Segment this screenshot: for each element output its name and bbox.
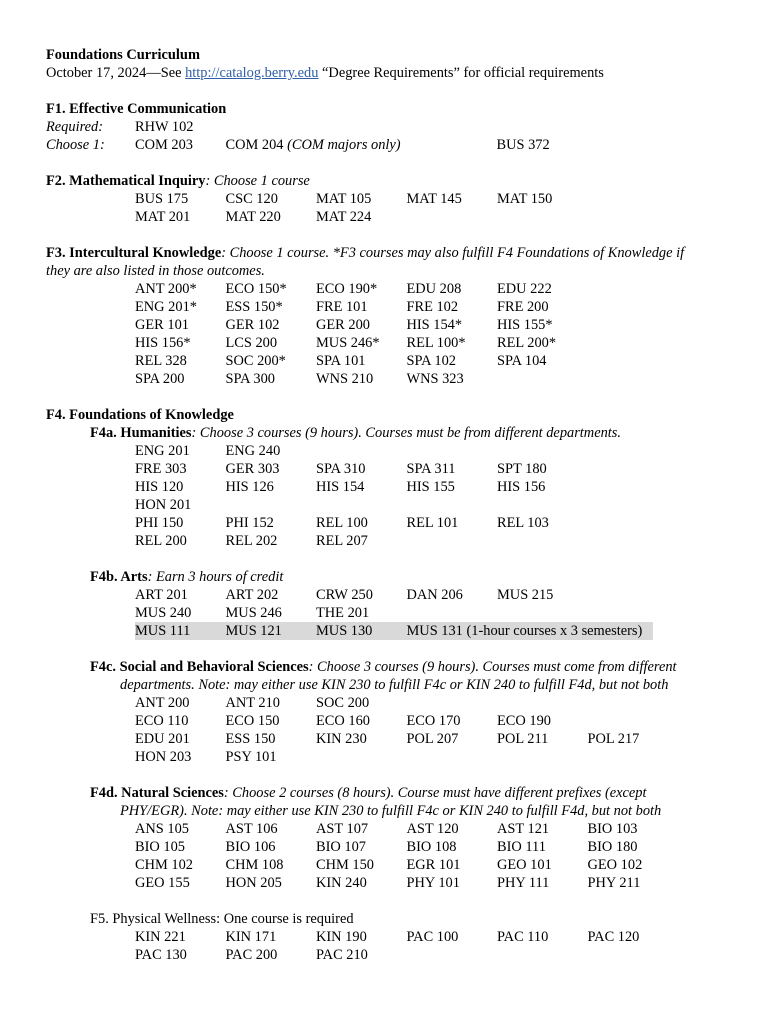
- f2-heading: F2. Mathematical Inquiry: [46, 173, 206, 189]
- course-row: [46, 946, 768, 964]
- f4c-instruction: : Choose 3 courses (9 hours). Courses must come from different: [308, 659, 677, 675]
- course-code: FRE 101: [316, 299, 368, 315]
- course-code: ECO 190*: [316, 281, 378, 297]
- f4c-heading-line: [46, 658, 768, 676]
- course-code: CRW 250: [316, 587, 373, 603]
- course-code: REL 200: [135, 533, 187, 549]
- course-code: CHM 150: [316, 857, 374, 873]
- course-code: SPA 101: [316, 353, 366, 369]
- course-code: PAC 100: [406, 929, 459, 945]
- course-row: [46, 190, 768, 208]
- course-row: [46, 496, 768, 514]
- course-code: ANS 105: [135, 821, 189, 837]
- course-code: MUS 121: [225, 623, 282, 639]
- f4b-highlight-row: [46, 622, 768, 640]
- course-code: HIS 120: [135, 479, 184, 495]
- course-row: [46, 856, 768, 874]
- course-code: EGR 101: [406, 857, 461, 873]
- course-row: [46, 820, 768, 838]
- course-row: [46, 370, 768, 388]
- course-row: [46, 712, 768, 730]
- course-code: SPA 200: [135, 371, 185, 387]
- course-code: PAC 120: [587, 929, 640, 945]
- course-code: PHY 111: [497, 875, 550, 891]
- course-code: BUS 372: [496, 137, 550, 153]
- course-row: [46, 478, 768, 496]
- course-code: KIN 171: [225, 929, 277, 945]
- course-code: ENG 201*: [135, 299, 197, 315]
- course-code: FRE 303: [135, 461, 187, 477]
- course-code: REL 100: [316, 515, 368, 531]
- f4d-instruction-cont: PHY/EGR). Note: may either use KIN 230 to fulfill F4c or KIN 240 to fulfill F4d, but not both: [120, 803, 662, 819]
- course-code: GEO 102: [587, 857, 643, 873]
- course-code: GER 102: [225, 317, 280, 333]
- f4c-heading: F4c. Social and Behavioral Sciences: [90, 659, 309, 675]
- course-code: BIO 111: [497, 839, 546, 855]
- course-code: SPT 180: [497, 461, 547, 477]
- course-code: BIO 106: [225, 839, 276, 855]
- course-code: HIS 156: [497, 479, 546, 495]
- f4c-course-grid: [46, 694, 768, 766]
- course-code-with-note: [226, 136, 497, 154]
- course-code: MUS 246*: [316, 335, 380, 351]
- course-code: PHY 211: [587, 875, 641, 891]
- course-code: EDU 201: [135, 731, 190, 747]
- course-row: [46, 334, 768, 352]
- f2-course-grid: [46, 190, 768, 226]
- course-row: [46, 280, 768, 298]
- course-code: CHM 108: [225, 857, 284, 873]
- course-code: MAT 201: [135, 209, 191, 225]
- doc-title: Foundations Curriculum: [46, 47, 200, 63]
- course-code: ECO 160: [316, 713, 370, 729]
- course-code: HON 205: [225, 875, 282, 891]
- f1-choose-row: [46, 136, 768, 154]
- course-code: MUS 130: [316, 623, 373, 639]
- date-prefix: October 17, 2024—See: [46, 65, 186, 81]
- course-code: KIN 240: [316, 875, 367, 891]
- f3-instruction-cont: they are also listed in those outcomes.: [46, 263, 265, 279]
- course-code: ECO 190: [497, 713, 551, 729]
- course-note: (COM majors only): [283, 137, 401, 153]
- course-code: CHM 102: [135, 857, 193, 873]
- course-code: HIS 126: [225, 479, 274, 495]
- course-row: [46, 838, 768, 856]
- course-code: PHI 150: [135, 515, 184, 531]
- course-code: ECO 150*: [225, 281, 287, 297]
- course-code: BIO 108: [406, 839, 457, 855]
- course-code: MUS 215: [497, 587, 554, 603]
- course-code: GEO 155: [135, 875, 190, 891]
- f1-required-label: Required:: [46, 119, 104, 135]
- f4a-course-grid: [46, 442, 768, 550]
- f4a-instruction: : Choose 3 courses (9 hours). Courses must be from different departments.: [191, 425, 621, 441]
- course-row: [46, 730, 768, 748]
- course-code: WNS 210: [316, 371, 374, 387]
- course-row: [46, 514, 768, 532]
- course-code: GEO 101: [497, 857, 552, 873]
- course-code: PAC 200: [225, 947, 278, 963]
- course-code: REL 100*: [406, 335, 466, 351]
- course-code: PSY 101: [225, 749, 277, 765]
- course-row: [46, 208, 768, 226]
- course-code: REL 103: [497, 515, 549, 531]
- course-code: MAT 224: [316, 209, 372, 225]
- course-code: HIS 155*: [497, 317, 553, 333]
- course-row: [46, 442, 768, 460]
- course-code: HON 203: [135, 749, 192, 765]
- f4c-instruction-cont: departments. Note: may either use KIN 230 to fulfill F4c or KIN 240 to fulfill F4d, but not both: [120, 677, 669, 693]
- course-code: SPA 104: [497, 353, 547, 369]
- course-code: GER 303: [225, 461, 280, 477]
- course-code: DAN 206: [406, 587, 463, 603]
- course-code: SPA 310: [316, 461, 366, 477]
- course-code: AST 121: [497, 821, 550, 837]
- course-code: SOC 200*: [225, 353, 286, 369]
- course-code: BIO 105: [135, 839, 185, 855]
- course-code: ECO 170: [406, 713, 461, 729]
- course-code: KIN 190: [316, 929, 367, 945]
- course-code: REL 328: [135, 353, 187, 369]
- f4a-heading-line: [46, 424, 768, 442]
- f4b-heading: F4b. Arts: [90, 569, 148, 585]
- course-code: CSC 120: [225, 191, 278, 207]
- f3-heading: F3. Intercultural Knowledge: [46, 245, 222, 261]
- course-code: MAT 150: [497, 191, 553, 207]
- course-code: REL 200*: [497, 335, 557, 351]
- course-code: POL 217: [587, 731, 640, 747]
- course-code: KIN 221: [135, 929, 186, 945]
- course-code: SPA 102: [406, 353, 456, 369]
- catalog-link[interactable]: http://catalog.berry.edu: [185, 65, 319, 81]
- course-code: SOC 200: [316, 695, 370, 711]
- f4b-heading-line: [46, 568, 768, 586]
- f1-required-row: [46, 118, 768, 136]
- course-code: HON 201: [135, 497, 192, 513]
- course-code: FRE 102: [406, 299, 459, 315]
- course-code: PAC 110: [497, 929, 549, 945]
- course-code: REL 202: [225, 533, 278, 549]
- course-code: LCS 200: [225, 335, 278, 351]
- course-code: ANT 200*: [135, 281, 197, 297]
- course-code: HIS 154: [316, 479, 365, 495]
- course-code: BIO 180: [587, 839, 638, 855]
- f4b-instruction: : Earn 3 hours of credit: [147, 569, 284, 585]
- f5-heading: F5. Physical Wellness: One course is required: [90, 911, 354, 927]
- course-code: BUS 175: [135, 191, 189, 207]
- course-row: [46, 748, 768, 766]
- f3-instruction: : Choose 1 course. *F3 courses may also fulfill F4 Foundations of Knowledge if: [221, 245, 685, 261]
- course-code: MAT 105: [316, 191, 372, 207]
- f4-heading: F4. Foundations of Knowledge: [46, 407, 234, 423]
- course-code: EDU 222: [497, 281, 552, 297]
- course-row: [46, 352, 768, 370]
- course-code: BIO 107: [316, 839, 366, 855]
- course-code: FRE 200: [497, 299, 549, 315]
- course-code: AST 120: [406, 821, 459, 837]
- course-code: BIO 103: [587, 821, 638, 837]
- course-code: ART 202: [225, 587, 279, 603]
- course-row: [46, 928, 768, 946]
- course-code: ECO 150: [225, 713, 280, 729]
- course-code: MAT 145: [406, 191, 462, 207]
- course-code: MUS 240: [135, 605, 192, 621]
- course-code: HIS 154*: [406, 317, 463, 333]
- course-code: MAT 220: [225, 209, 281, 225]
- course-code: ANT 210: [225, 695, 280, 711]
- course-code: PAC 210: [316, 947, 368, 963]
- course-code: ENG 240: [225, 443, 281, 459]
- course-row: [46, 586, 768, 604]
- f4d-heading: F4d. Natural Sciences: [90, 785, 224, 801]
- course-code: ENG 201: [135, 443, 190, 459]
- course-code: PHY 101: [406, 875, 460, 891]
- f4b-course-grid: [46, 586, 768, 622]
- course-row: [46, 316, 768, 334]
- course-row: [46, 298, 768, 316]
- course-code: COM 203: [135, 137, 193, 153]
- f3-heading-line: [46, 244, 768, 262]
- course-code: COM 204: [225, 137, 284, 153]
- course-code: GER 101: [135, 317, 189, 333]
- course-code: KIN 230: [316, 731, 367, 747]
- course-code: SPA 311: [406, 461, 456, 477]
- f4d-course-grid: [46, 820, 768, 892]
- course-code: PHI 152: [225, 515, 274, 531]
- course-code: POL 211: [497, 731, 549, 747]
- course-code: HIS 156*: [135, 335, 191, 351]
- course-code: ESS 150: [225, 731, 276, 747]
- doc-date-line: [46, 64, 768, 82]
- course-code: SPA 300: [225, 371, 275, 387]
- f3-course-grid: [46, 280, 768, 388]
- course-code: MUS 246: [225, 605, 282, 621]
- f2-instruction: : Choose 1 course: [205, 173, 310, 189]
- course-code: THE 201: [316, 605, 370, 621]
- course-code: MUS 131 (1-hour courses x 3 semesters): [406, 623, 643, 639]
- course-code: ART 201: [135, 587, 188, 603]
- course-code: GER 200: [316, 317, 370, 333]
- f4d-instruction: : Choose 2 courses (8 hours). Course must have different prefixes (except: [223, 785, 647, 801]
- f4d-heading-line: [46, 784, 768, 802]
- course-row: [46, 532, 768, 550]
- f1-choose-label: Choose 1:: [46, 137, 105, 153]
- course-code: AST 107: [316, 821, 369, 837]
- course-code: ANT 200: [135, 695, 190, 711]
- course-row: [46, 694, 768, 712]
- course-code: MUS 111: [135, 623, 191, 639]
- f4a-heading: F4a. Humanities: [90, 425, 192, 441]
- f5-course-grid: [46, 928, 768, 964]
- course-code: REL 101: [406, 515, 459, 531]
- f1-heading: F1. Effective Communication: [46, 101, 227, 117]
- course-code: EDU 208: [406, 281, 462, 297]
- course-code: ECO 110: [135, 713, 189, 729]
- course-code: ESS 150*: [225, 299, 283, 315]
- course-code: PAC 130: [135, 947, 187, 963]
- course-code: AST 106: [225, 821, 278, 837]
- course-code: HIS 155: [406, 479, 455, 495]
- course-row: [46, 460, 768, 478]
- course-code: POL 207: [406, 731, 459, 747]
- f2-heading-line: [46, 172, 768, 190]
- course-code: RHW 102: [135, 119, 194, 135]
- date-suffix: “Degree Requirements” for official requirements: [318, 65, 604, 81]
- course-code: WNS 323: [406, 371, 464, 387]
- course-row: [46, 874, 768, 892]
- course-code: REL 207: [316, 533, 368, 549]
- course-row: [46, 604, 768, 622]
